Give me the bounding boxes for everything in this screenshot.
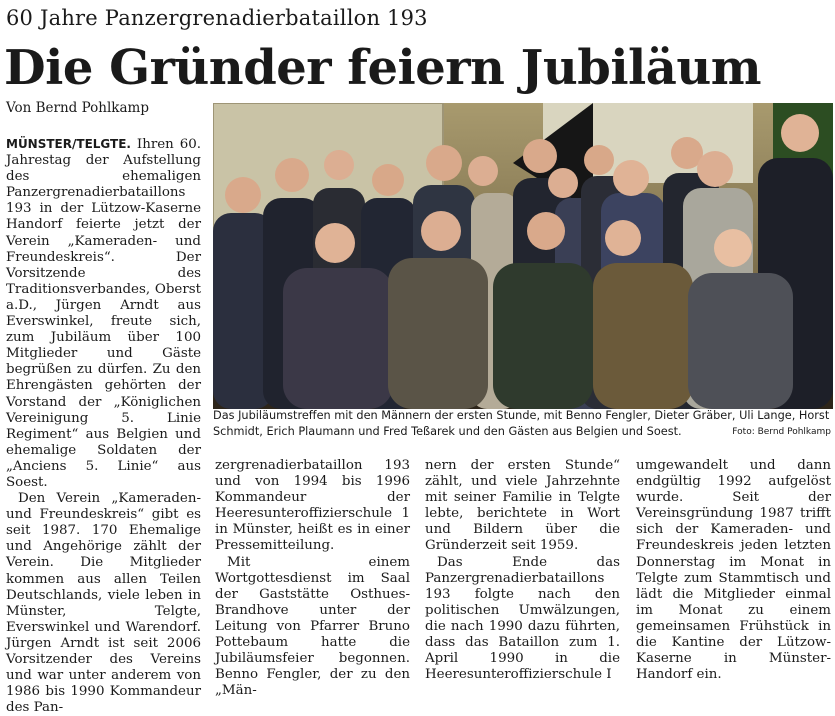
column-2-paragraph-2: Mit einem Wortgottesdienst im Saal der Gaststätte Osthues-Brandhove unter der Leitung von Pfarrer Bruno Pottebaum hatte die Jubiläumsfeier begonnen. Benno Fengler, der zu den „Män- — [215, 554, 410, 699]
article-column-1 — [6, 136, 201, 716]
column-3-paragraph-1: nern der ersten Stunde“ zählt, und viele Jahrzehnte mit seiner Familie in Telgte lebte, berichtete in Wort und Bildern über die Gründerzeit seit 1959. — [425, 458, 620, 554]
column-1-paragraph-1 — [6, 136, 201, 491]
article-kicker: 60 Jahre Panzergrenadierbataillon 193 — [6, 6, 428, 30]
photo-credit: Foto: Bernd Pohlkamp — [732, 427, 831, 437]
column-2-paragraph-1: zergrenadierbataillon 193 und von 1994 bis 1996 Kommandeur der Heeresunteroffizierschule 1 in Münster, heißt es in einer Pressemitteilung. — [215, 458, 410, 554]
photo-caption-text: Das Jubiläumstreffen mit den Männern der ersten Stunde, mit Benno Fengler, Dieter Gräber, Uli Lange, Horst Schmidt, Erich Plaumann und Fred Teßarek und den Gästen aus Belgien und Soest. — [213, 409, 830, 438]
column-3-paragraph-2: Das Ende das Panzergrenadierbataillons 193 folgte nach den politischen Umwälzungen, die nach 1990 dazu führten, dass das Bataillon zum 1. April 1990 in die Heeresunteroffizierschule I — [425, 554, 620, 683]
article-column-4 — [636, 458, 831, 683]
article-column-3 — [425, 458, 620, 683]
column-4-paragraph-1: umgewandelt und dann endgültig 1992 aufgelöst wurde. Seit der Vereinsgründung 1987 trifft sich der Kameraden- und Freundeskreis jeden letzten Donnerstag im Monat in Telgte zum Stammtisch und lädt die Mitglieder einmal im Monat zu einem gemeinsamen Frühstück in die Kantine der Lützow-Kaserne in Münster-Handorf ein. — [636, 458, 831, 683]
column-1-paragraph-1-text: Ihren 60. Jahrestag der Aufstellung des ehemaligen Panzergrenadierbataillons 193 in der Lützow-Kaserne Handorf feierte jetzt der Verein „Kameraden- und Freundeskreis“. Der Vorsitzende des Traditionsverbandes, Oberst a.D., Jürgen Arndt aus Everswinkel, freute sich, zum Jubiläum über 100 Mitglieder und Gäste begrüßen zu dürfen. Zu den Ehrengästen gehörten der Vorstand der „Königlichen Vereinigung 5. Linie Regiment“ aus Belgien und ehemalige Soldaten der „Anciens 5. Linie“ aus Soest. — [6, 137, 201, 490]
article-byline: Von Bernd Pohlkamp — [6, 100, 149, 116]
column-1-paragraph-2: Den Verein „Kameraden- und Freundeskreis“ gibt es seit 1987. 170 Ehemalige und Angehörige zählt der Verein. Die Mitglieder kommen aus allen Teilen Deutschlands, viele leben in Münster, Telgte, Everswinkel und Warendorf. Jürgen Arndt ist seit 2006 Vorsitzender des Vereins und war unter anderem von 1986 bis 1990 Kommandeur des Pan- — [6, 491, 201, 716]
article-headline: Die Gründer feiern Jubiläum — [4, 40, 762, 96]
article-column-2 — [215, 458, 410, 699]
dateline: MÜNSTER/TELGTE. — [6, 137, 131, 151]
group-photo — [213, 103, 833, 409]
photo-caption — [213, 408, 833, 442]
